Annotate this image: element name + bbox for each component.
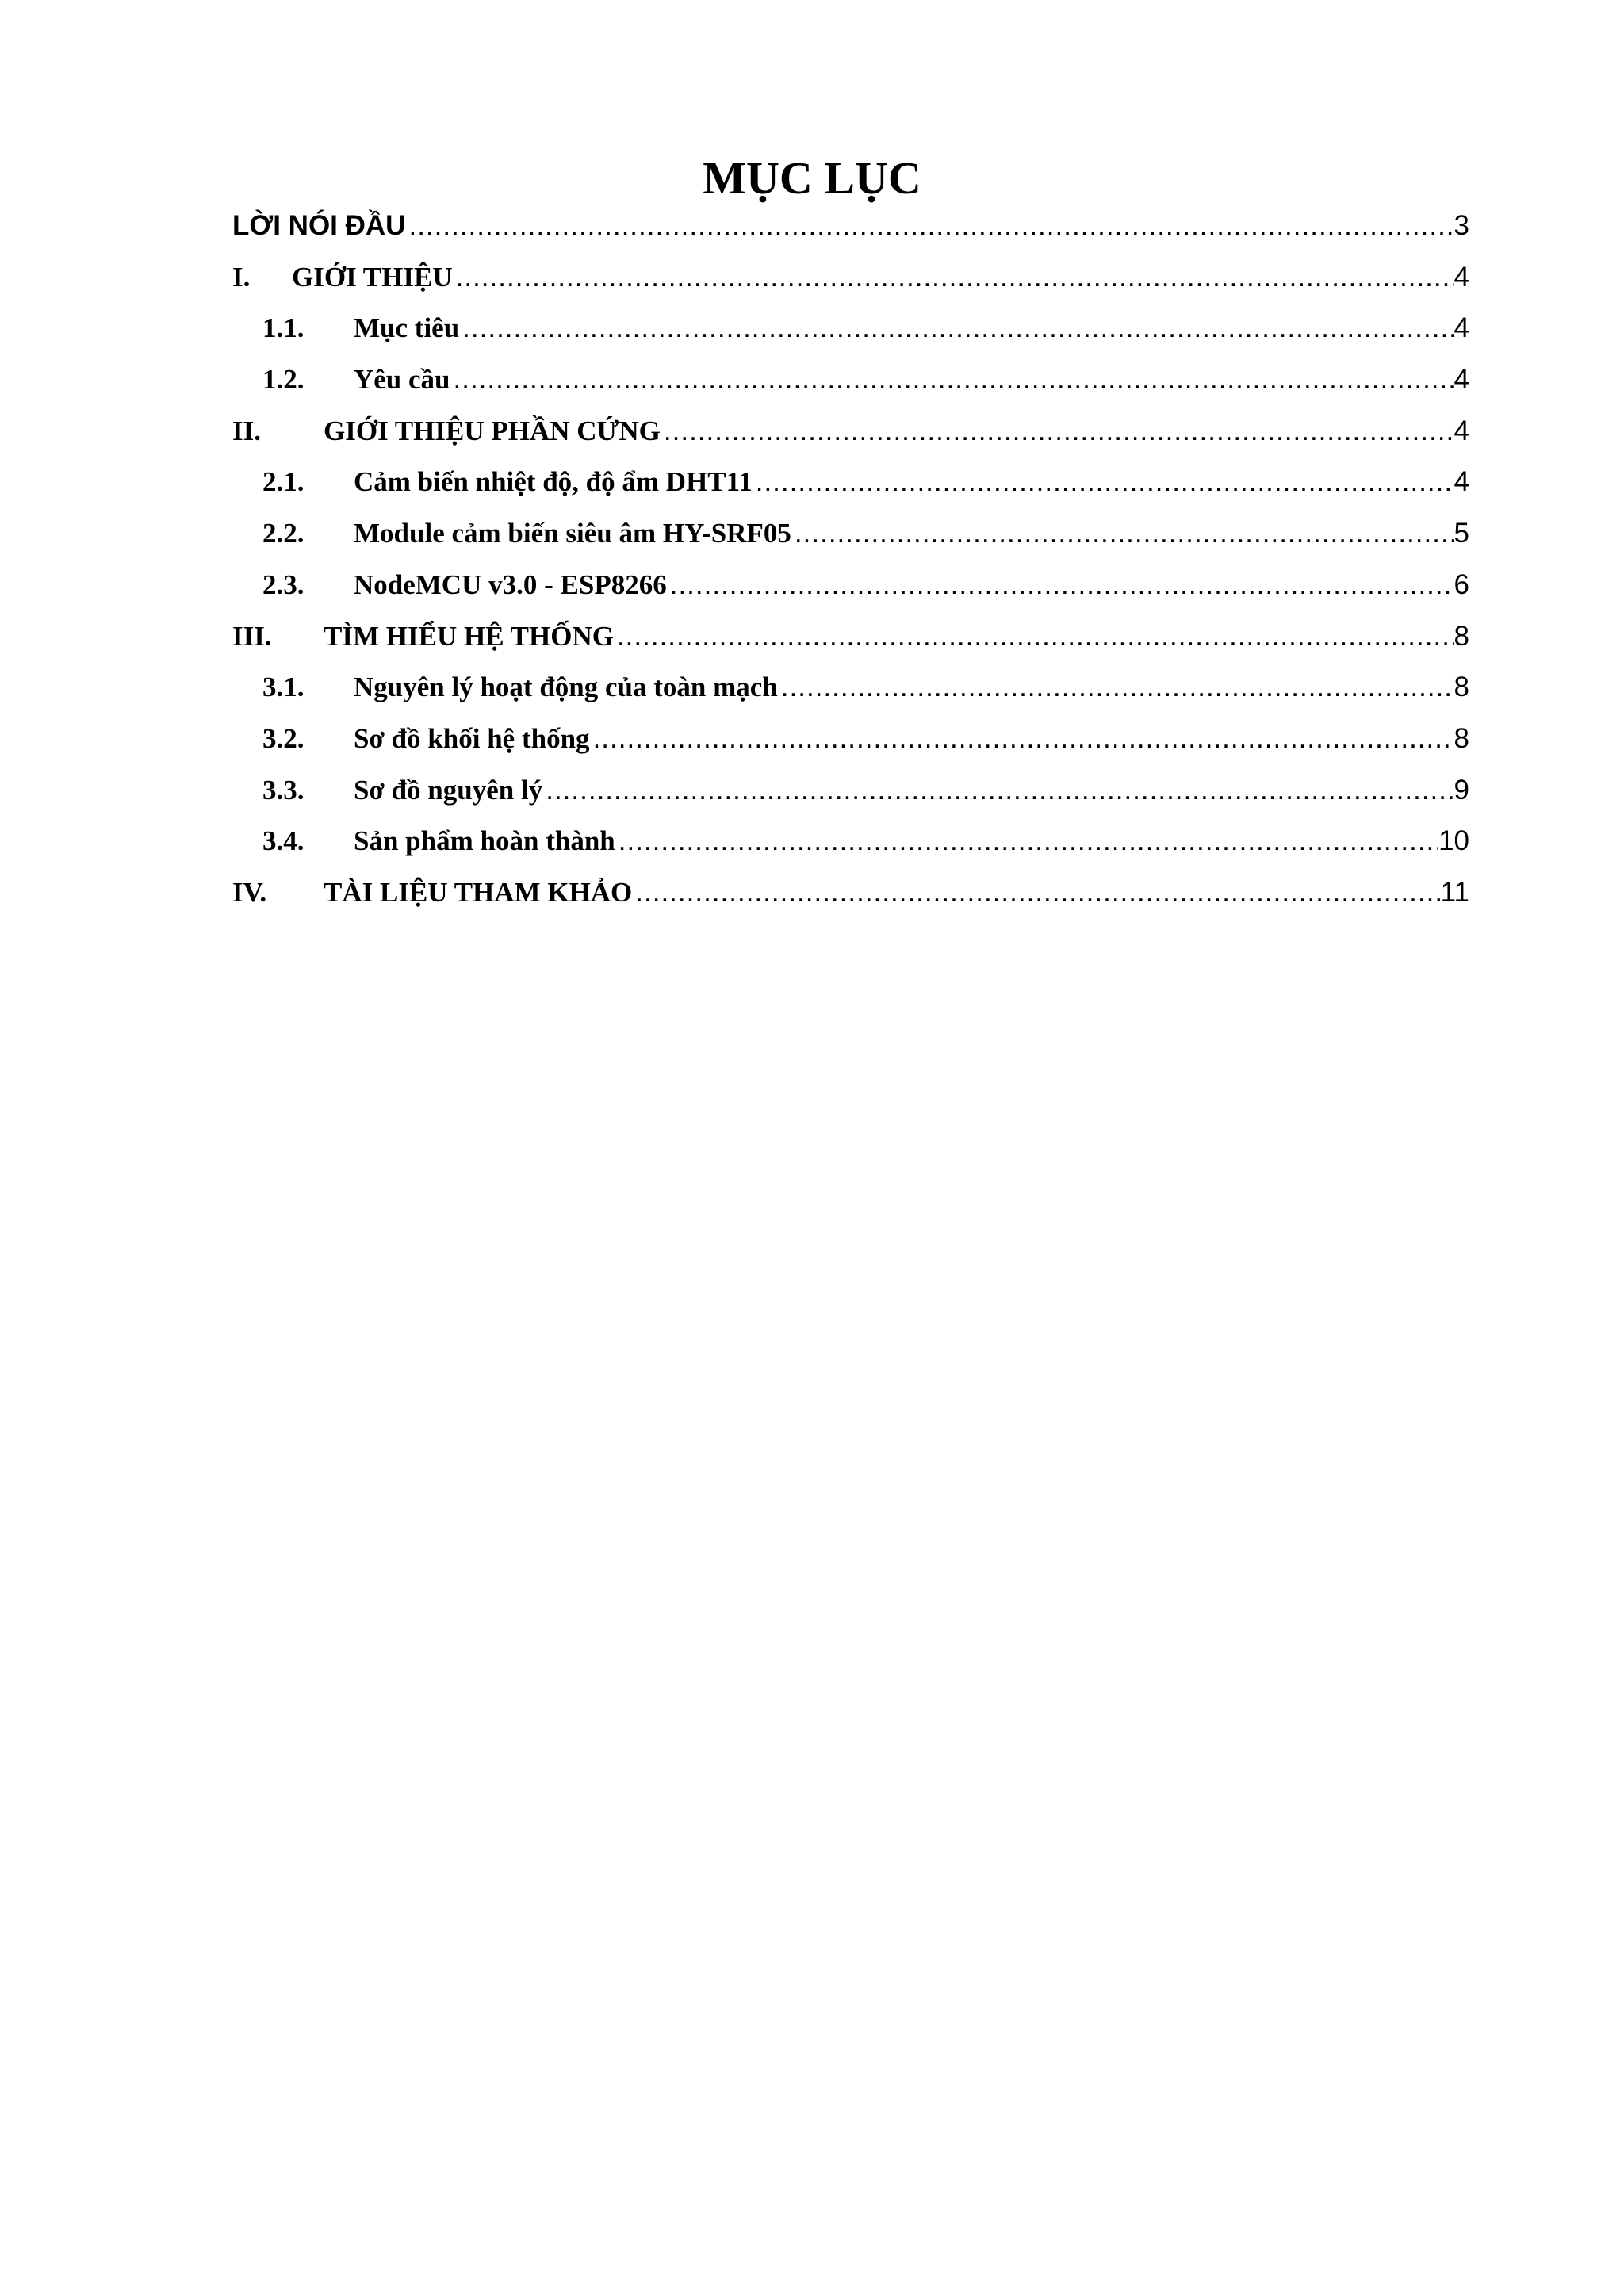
toc-page-number: 4	[1454, 415, 1469, 446]
toc-entry-number: I.	[232, 261, 251, 293]
toc-entry-number: 3.3.	[262, 774, 304, 806]
toc-entry-text: TÌM HIỂU HỆ THỐNG	[324, 620, 614, 652]
toc-entry-chapter-1[interactable]	[232, 257, 1469, 308]
toc-page-number: 11	[1440, 876, 1469, 908]
toc-entry-section-2-3[interactable]	[232, 564, 1469, 616]
toc-entry-text: NodeMCU v3.0 - ESP8266	[354, 568, 667, 600]
toc-entry-text: Sản phẩm hoàn thành	[354, 825, 615, 857]
toc-entry-text: LỜI NÓI ĐẦU	[232, 210, 406, 241]
toc-entry-chapter-3[interactable]	[232, 616, 1469, 668]
toc-page-number: 9	[1454, 774, 1469, 806]
toc-dot-leader	[753, 461, 1454, 503]
toc-entry-text: TÀI LIỆU THAM KHẢO	[324, 876, 633, 908]
toc-entry-section-3-4[interactable]	[232, 821, 1469, 872]
toc-dot-leader	[459, 308, 1454, 349]
toc-page-number: 4	[1454, 364, 1469, 396]
toc-entry-preface[interactable]	[232, 205, 1469, 257]
toc-page-number: 4	[1454, 312, 1469, 344]
toc-dot-leader	[778, 667, 1454, 708]
toc-entry-number: IV.	[232, 876, 267, 908]
toc-entry-text: GIỚI THIỆU	[292, 261, 453, 293]
toc-entry-section-1-2[interactable]	[232, 359, 1469, 411]
toc-entry-number: 3.4.	[262, 825, 304, 857]
toc-page-number: 4	[1454, 466, 1469, 498]
toc-page-number: 10	[1438, 825, 1469, 857]
toc-entry-text: Sơ đồ khối hệ thống	[354, 722, 590, 754]
toc-entry-chapter-2[interactable]	[232, 411, 1469, 462]
table-of-contents	[232, 205, 1469, 924]
toc-entry-section-3-3[interactable]	[232, 770, 1469, 821]
toc-dot-leader	[450, 359, 1454, 400]
toc-dot-leader	[542, 770, 1454, 811]
toc-dot-leader	[632, 872, 1440, 913]
toc-entry-number: 1.1.	[262, 312, 304, 344]
toc-dot-leader	[590, 718, 1454, 760]
toc-entry-section-3-2[interactable]	[232, 718, 1469, 770]
toc-entry-text: Module cảm biến siêu âm HY-SRF05	[354, 518, 791, 549]
toc-page-number: 5	[1454, 518, 1469, 549]
toc-page-number: 6	[1454, 568, 1469, 600]
toc-entry-text: Cảm biến nhiệt độ, độ ẩm DHT11	[354, 466, 753, 498]
toc-title: MỤC LỤC	[703, 152, 921, 204]
toc-page-number: 3	[1454, 210, 1469, 241]
toc-entry-section-3-1[interactable]	[232, 667, 1469, 718]
toc-dot-leader	[661, 411, 1454, 452]
toc-entry-number: 2.1.	[262, 466, 304, 498]
toc-entry-text: Nguyên lý hoạt động của toàn mạch	[354, 672, 778, 703]
toc-entry-chapter-4[interactable]	[232, 872, 1469, 924]
toc-entry-text: Mục tiêu	[354, 312, 460, 344]
toc-dot-leader	[614, 616, 1454, 657]
toc-entry-section-2-1[interactable]	[232, 461, 1469, 513]
toc-entry-number: 3.1.	[262, 672, 304, 703]
toc-page-number: 8	[1454, 672, 1469, 703]
toc-dot-leader	[405, 205, 1454, 247]
toc-dot-leader	[667, 564, 1454, 606]
toc-dot-leader	[615, 821, 1438, 862]
toc-page-number: 4	[1454, 261, 1469, 293]
toc-page-number: 8	[1454, 620, 1469, 652]
toc-entry-number: 2.2.	[262, 518, 304, 549]
toc-entry-number: 1.2.	[262, 364, 304, 396]
toc-entry-text: Sơ đồ nguyên lý	[354, 774, 543, 806]
toc-entry-number: III.	[232, 620, 272, 652]
toc-entry-number: II.	[232, 415, 261, 446]
toc-dot-leader	[791, 513, 1454, 554]
toc-entry-section-1-1[interactable]	[232, 308, 1469, 359]
toc-dot-leader	[453, 257, 1454, 298]
toc-page-number: 8	[1454, 722, 1469, 754]
toc-entry-section-2-2[interactable]	[232, 513, 1469, 564]
toc-entry-text: GIỚI THIỆU PHẦN CỨNG	[324, 415, 661, 446]
toc-entry-number: 2.3.	[262, 568, 304, 600]
toc-entry-number: 3.2.	[262, 722, 304, 754]
toc-entry-text: Yêu cầu	[354, 364, 450, 396]
